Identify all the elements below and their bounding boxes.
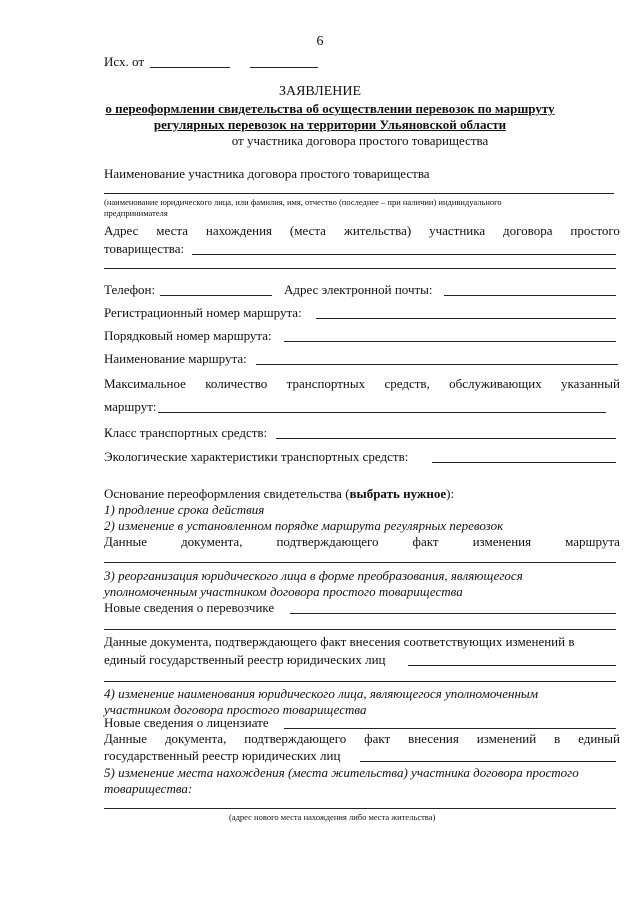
- phone-line[interactable]: [160, 295, 272, 296]
- basis-option-1: 1) продление срока действия: [104, 502, 265, 517]
- document-title: ЗАЯВЛЕНИЕ: [278, 84, 362, 99]
- route-change-doc-line[interactable]: [104, 562, 616, 563]
- new-address-line[interactable]: [104, 808, 616, 809]
- max-vehicles-label: Максимальное количество транспортных средств, обслуживающих указанный: [104, 376, 620, 391]
- basis-option-4: 4) изменение наименования юридического лица, являющегося уполномоченным: [104, 686, 538, 701]
- reg-number-label: Регистрационный номер маршрута:: [104, 305, 302, 320]
- vehicle-class-label: Класс транспортных средств:: [104, 425, 268, 440]
- egrul-line[interactable]: [408, 665, 616, 666]
- ref-date-line[interactable]: [150, 67, 230, 68]
- route-change-doc-label: Данные документа, подтверждающего факт изменения маршрута: [104, 534, 620, 549]
- basis-option-3-cont: уполномоченным участником договора простого товарищества: [104, 584, 463, 599]
- from-line: от участника договора простого товарищества: [231, 133, 489, 148]
- new-carrier-line[interactable]: [290, 613, 616, 614]
- address-label: Адрес места нахождения (места жительства) участника договора простого: [104, 223, 620, 238]
- basis-option-2: 2) изменение в установленном порядке маршрута регулярных перевозок: [104, 518, 504, 533]
- ref-number-line[interactable]: [250, 67, 318, 68]
- egrul2-label: Данные документа, подтверждающего факт внесения изменений в единый: [104, 731, 620, 746]
- route-name-label: Наименование маршрута:: [104, 351, 247, 366]
- new-licensee-label: Новые сведения о лицензиате: [104, 715, 269, 730]
- egrul-label-2: единый государственный реестр юридических лиц: [104, 652, 386, 667]
- egrul-line-2[interactable]: [104, 681, 616, 682]
- basis-option-5: 5) изменение места нахождения (места жительства) участника договора простого: [104, 765, 579, 780]
- seq-number-line[interactable]: [284, 341, 616, 342]
- reg-number-line[interactable]: [316, 318, 616, 319]
- address-line-1[interactable]: [192, 254, 616, 255]
- basis-option-4-cont: участником договора простого товарищества: [104, 702, 367, 717]
- new-carrier-line-2[interactable]: [104, 629, 616, 630]
- email-label: Адрес электронной почты:: [284, 282, 433, 297]
- eco-line[interactable]: [432, 462, 616, 463]
- eco-label: Экологические характеристики транспортных средств:: [104, 449, 409, 464]
- egrul2-line[interactable]: [360, 761, 616, 762]
- new-carrier-label: Новые сведения о перевозчике: [104, 600, 275, 615]
- phone-label: Телефон:: [104, 282, 156, 297]
- document-subtitle-1: о переоформлении свидетельства об осуществлении перевозок по маршруту: [105, 101, 555, 116]
- new-address-hint: (адрес нового места нахождения либо места жительства): [229, 812, 436, 822]
- route-name-line[interactable]: [256, 364, 618, 365]
- basis-label: Основание переоформления свидетельства (выбрать нужное):: [104, 486, 455, 501]
- vehicle-class-line[interactable]: [276, 438, 616, 439]
- participant-name-line[interactable]: [104, 193, 614, 194]
- ref-label: Исх. от: [104, 54, 144, 69]
- email-line[interactable]: [444, 295, 616, 296]
- new-licensee-line[interactable]: [284, 728, 616, 729]
- page-number: 6: [316, 34, 324, 49]
- max-vehicles-label-2: маршрут:: [104, 399, 157, 414]
- participant-hint-2: предпринимателя: [104, 208, 168, 218]
- participant-hint: (наименование юридического лица, или фамилия, имя, отчество (последнее – при наличии) индивидуального: [104, 197, 502, 207]
- egrul-label: Данные документа, подтверждающего факт внесения соответствующих изменений в: [104, 634, 575, 649]
- basis-option-3: 3) реорганизация юридического лица в форме преобразования, являющегося: [104, 568, 523, 583]
- document-subtitle-2: регулярных перевозок на территории Ульяновской области: [153, 117, 507, 132]
- max-vehicles-line[interactable]: [158, 412, 606, 413]
- seq-number-label: Порядковый номер маршрута:: [104, 328, 272, 343]
- address-label-2: товарищества:: [104, 241, 185, 256]
- address-line-2[interactable]: [104, 268, 616, 269]
- egrul2-label-2: государственный реестр юридических лиц: [104, 748, 341, 763]
- basis-option-5-cont: товарищества:: [104, 781, 193, 796]
- participant-name-label: Наименование участника договора простого товарищества: [104, 166, 430, 181]
